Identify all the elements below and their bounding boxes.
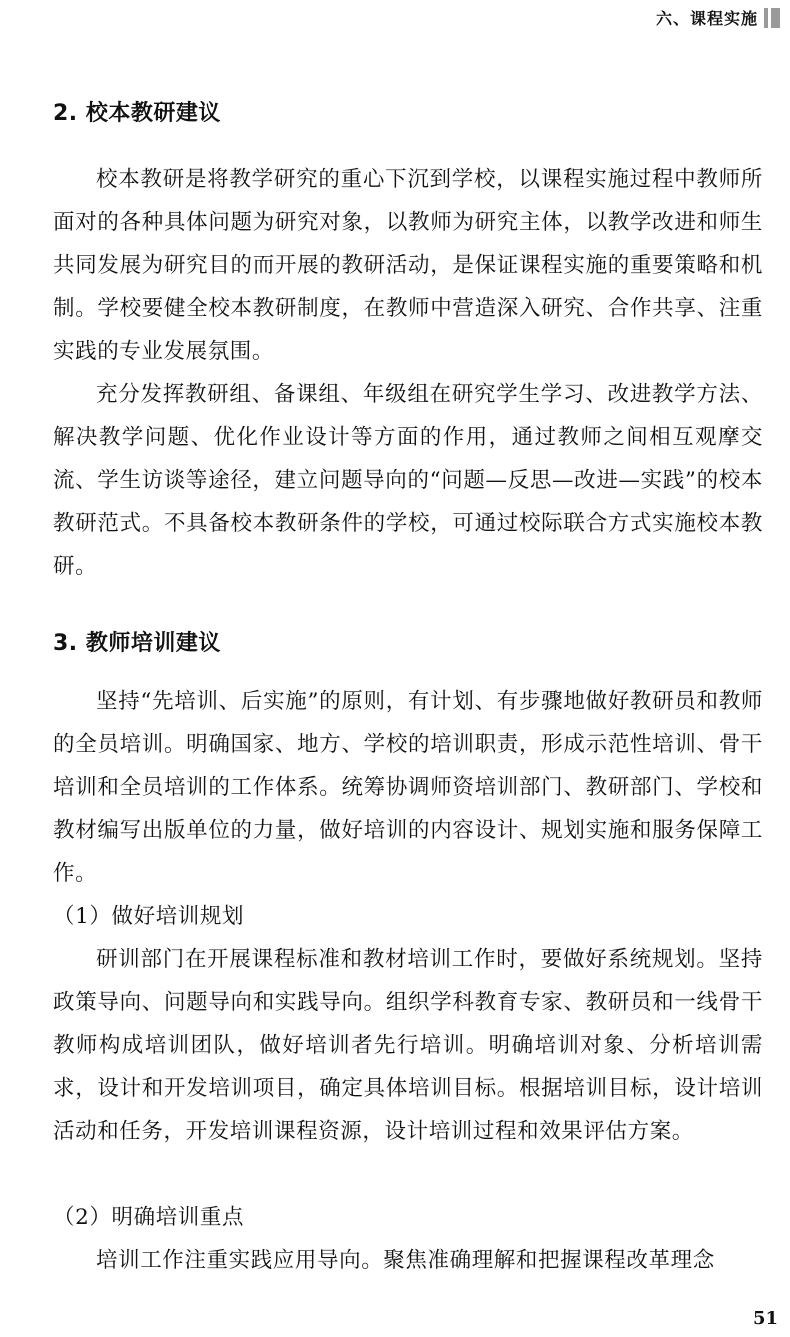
paragraph-training-focus: 培训工作注重实践应用导向。聚焦准确理解和把握课程改革理念 xyxy=(96,1248,715,1273)
running-header xyxy=(656,6,780,29)
subsection-title-training-plan: （1）做好培训规划 xyxy=(53,904,245,929)
page-number: 51 xyxy=(752,1308,778,1329)
paragraph-school-research-2: 充分发挥教研组、备课组、年级组在研究学生学习、改进教学方法、解决教学问题、优化作业设计等方面的作用，通过教师之间相互观摩交流、学生访谈等途径，建立问题导向的“问题—反思—改进—实践”的校本教研范式。不具备校本教研条件的学校，可通过校际联合方式实施校本教研。 xyxy=(53,382,763,579)
section-heading-school-research: 2. 校本教研建议 xyxy=(53,101,221,126)
header-bar-thin xyxy=(764,8,768,28)
running-header-title: 六、课程实施 xyxy=(655,9,758,28)
header-bar-marks xyxy=(764,8,780,28)
paragraph-training-plan: 研训部门在开展课程标准和教材培训工作时，要做好系统规划。坚持政策导向、问题导向和实践导向。组织学科教育专家、教研员和一线骨干教师构成培训团队，做好培训者先行培训。明确培训对象、分析培训需求，设计和开发培训项目，确定具体培训目标。根据培训目标，设计培训活动和任务，开发培训课程资源，设计培训过程和效果评估方案。 xyxy=(53,947,763,1144)
subsection-title-training-focus: （2）明确培训重点 xyxy=(53,1205,245,1230)
paragraph-teacher-training-intro: 坚持“先培训、后实施”的原则，有计划、有步骤地做好教研员和教师的全员培训。明确国家、地方、学校的培训职责，形成示范性培训、骨干培训和全员培训的工作体系。统筹协调师资培训部门、教研部门、学校和教材编写出版单位的力量，做好培训的内容设计、规划实施和服务保障工作。 xyxy=(53,689,763,886)
section-heading-teacher-training: 3. 教师培训建议 xyxy=(53,631,221,656)
header-bar-thick xyxy=(771,8,780,28)
paragraph-school-research-1: 校本教研是将教学研究的重心下沉到学校，以课程实施过程中教师所面对的各种具体问题为研究对象，以教师为研究主体，以教学改进和师生共同发展为研究目的而开展的教研活动，是保证课程实施的重要策略和机制。学校要健全校本教研制度，在教师中营造深入研究、合作共享、注重实践的专业发展氛围。 xyxy=(53,167,763,364)
